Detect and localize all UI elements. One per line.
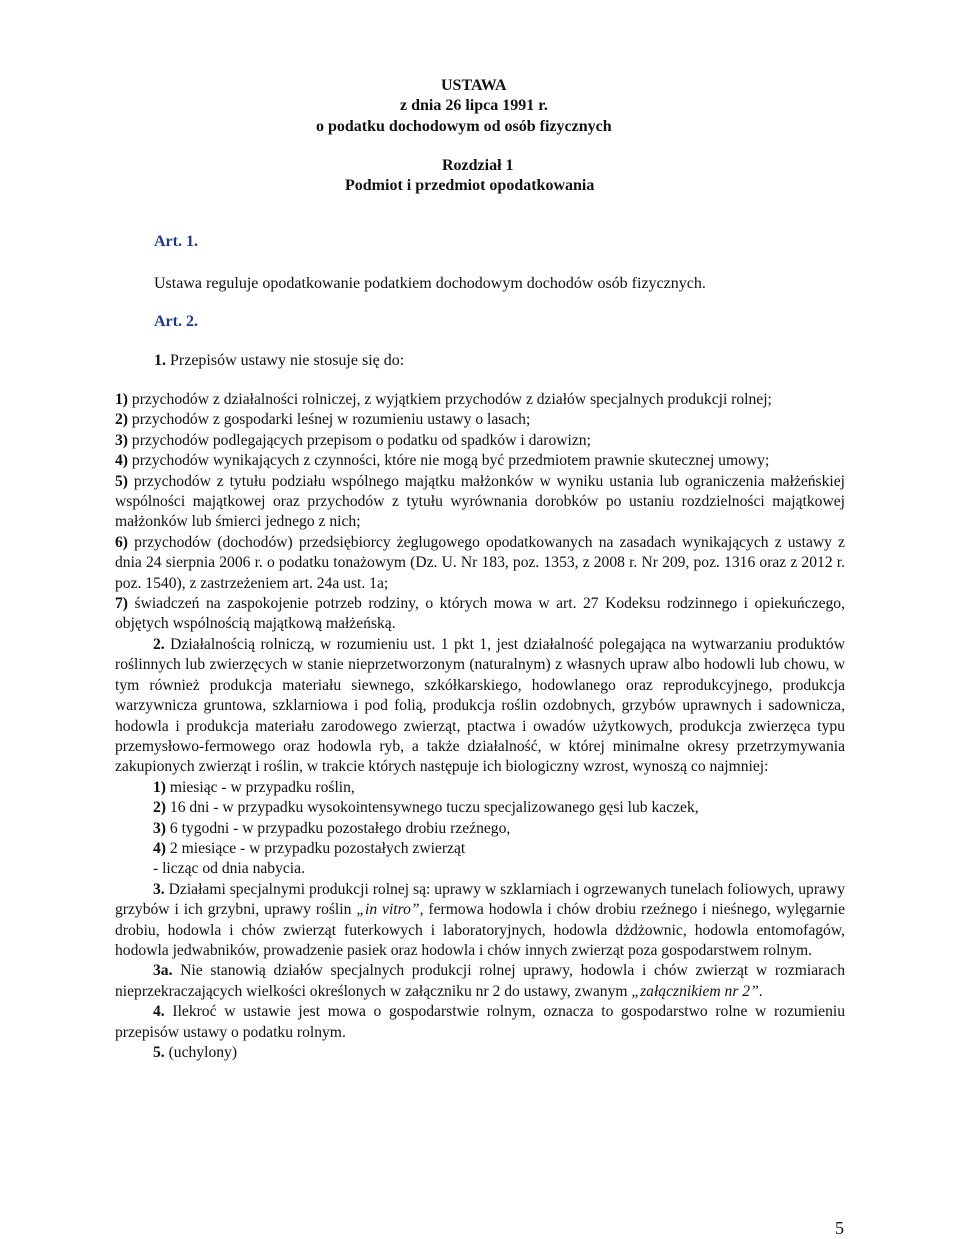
- para-text: (uchylony): [168, 1044, 238, 1061]
- article-1-text: Ustawa reguluje opodatkowanie podatkiem dochodowym dochodów osób fizycznych.: [154, 275, 706, 292]
- chapter-number: Rozdział 1: [442, 157, 514, 174]
- sub-item: [115, 778, 845, 798]
- item-text: przychodów z działalności rolniczej, z wyjątkiem przychodów z działów specjalnych produkcji rolnej;: [131, 391, 772, 408]
- para-text: , fermowa hodowla i chów drobiu rzeźnego i nieśnego, wylęgarnie drobiu, hodowla i chów zwierząt futerkowych i laboratoryjnych, hodowla dżdżownic, hodowla entomofagów, hodowla jedwabników, prowadzenie pasiek oraz hodowla i chów innych zwierząt poza gospodarstwem rolnym.: [115, 901, 845, 959]
- para-italic-text: „załącznikiem nr 2”: [631, 982, 759, 1000]
- list-item: [115, 451, 845, 471]
- item-number: 4): [153, 839, 166, 857]
- para-text: .: [758, 982, 763, 1000]
- sub-item: [115, 819, 845, 839]
- item-number: 2): [153, 799, 166, 817]
- item-text: przychodów wynikających z czynności, które nie mogą być przedmiotem prawnie skutecznej umowy;: [131, 452, 770, 470]
- para-italic-text: „in vitro”: [356, 901, 420, 919]
- item-text: przychodów z tytułu podziału wspólnego majątku małżonków w wyniku ustania lub ograniczenia małżeńskiej wspólności majątkowej oraz przychodów z tytułu wyrównania dorobków po ustaniu rozdzielności majątkowej małżonków lub śmierci jednego z nich;: [115, 472, 845, 531]
- item-number: 1): [153, 778, 166, 796]
- list-item: [115, 410, 845, 430]
- article-2-heading: Art. 2.: [154, 313, 198, 330]
- item-text: przychodów z gospodarki leśnej w rozumieniu ustawy o lasach;: [131, 411, 531, 429]
- list-item: [115, 594, 845, 635]
- item-text: świadczeń na zaspokojenie potrzeb rodziny, o których mowa w art. 27 Kodeksu rodzinnego i opiekuńczego, objętych wspólnością majątkową małżeńską.: [115, 595, 845, 633]
- para-number: 4.: [153, 1003, 165, 1021]
- para-text: Przepisów ustawy nie stosuje się do:: [170, 352, 405, 369]
- page-number: 5: [835, 1218, 844, 1238]
- item-number: 6): [115, 533, 128, 551]
- para-number: 2.: [153, 635, 165, 653]
- article-2-para-3a: [115, 961, 845, 1002]
- article-2-para-4: [115, 1002, 845, 1043]
- item-text: 6 tygodni - w przypadku pozostałego drobiu rzeźnego,: [169, 819, 511, 837]
- item-number: 7): [115, 595, 128, 613]
- article-2-para-1: [154, 351, 404, 371]
- para-text: Ilekroć w ustawie jest mowa o gospodarstwie rolnym, oznacza to gospodarstwo rolne w rozumieniu przepisów ustawy o podatku rolnym.: [115, 1003, 845, 1041]
- item-number: 3): [115, 431, 128, 449]
- sub-item: [115, 839, 845, 859]
- item-number: 4): [115, 452, 128, 470]
- list-item: [115, 431, 845, 451]
- item-number: 5): [115, 472, 128, 490]
- list-item: [115, 533, 845, 594]
- list-item: [115, 472, 845, 533]
- act-subject: o podatku dochodowym od osób fizycznych: [316, 118, 612, 135]
- item-text: przychodów podlegających przepisom o podatku od spadków i darowizn;: [131, 431, 591, 449]
- para-number: 3.: [153, 880, 165, 898]
- para-number: 1.: [154, 352, 166, 369]
- article-2-para-5: [115, 1043, 845, 1063]
- act-title: USTAWA: [441, 77, 507, 94]
- sub-item: [115, 798, 845, 818]
- item-text: 16 dni - w przypadku wysokointensywnego tuczu specjalizowanego gęsi lub kaczek,: [169, 799, 699, 817]
- item-text: 2 miesiące - w przypadku pozostałych zwierząt: [169, 839, 466, 857]
- article-2-para-2: [115, 635, 845, 778]
- para-text: Nie stanowią działów specjalnych produkcji rolnej uprawy, hodowla i chów zwierząt w rozmiarach nieprzekraczających wielkości określonych w załączniku nr 2 do ustawy, zwanym: [115, 962, 845, 1000]
- list-item: [115, 390, 845, 410]
- sub-item-tail: - licząc od dnia nabycia.: [153, 860, 305, 878]
- item-number: 3): [153, 819, 166, 837]
- para-text: Działami specjalnymi produkcji rolnej są: uprawy w szklarniach i ogrzewanych tunelach foliowych, uprawy grzybów i ich grzybni, uprawy roślin: [115, 880, 845, 919]
- para-text: Działalnością rolniczą, w rozumieniu ust. 1 pkt 1, jest działalność polegająca na wytwarzaniu produktów roślinnych lub zwierzęcych w stanie nieprzetworzonym (naturalnym) z własnych upraw albo hodowli lub chowu, w tym również produkcja materiału siewnego, szkółkarskiego, hodowlanego oraz reprodukcyjnego, produkcja warzywnicza gruntowa, szklarniowa i pod folią, produkcja roślin ozdobnych, grzybów uprawnych i sadownicza, hodowla i produkcja materiału zarodowego zwierząt, ptactwa i owadów użytkowych, produkcja zwierzęca typu przemysłowo-fermowego oraz hodowla ryb, a także działalność, w której minimalne okresy przetrzymywania zakupionych zwierząt i roślin, w trakcie których następuje ich biologiczny wzrost, wynoszą co najmniej:: [115, 635, 845, 776]
- para-number: 3a.: [153, 962, 173, 980]
- item-text: miesiąc - w przypadku roślin,: [169, 778, 355, 796]
- chapter-title: Podmiot i przedmiot opodatkowania: [345, 177, 595, 194]
- para-number: 5.: [153, 1044, 165, 1061]
- article-2-para-3: [115, 880, 845, 962]
- item-number: 2): [115, 411, 128, 429]
- item-number: 1): [115, 391, 128, 408]
- act-date: z dnia 26 lipca 1991 r.: [400, 97, 548, 114]
- item-text: przychodów (dochodów) przedsiębiorcy żeglugowego opodatkowanych na zasadach wynikających z ustawy z dnia 24 sierpnia 2006 r. o podatku tonażowym (Dz. U. Nr 183, poz. 1353, z 2008 r. Nr 209, poz. 1316 oraz z 2012 r. poz. 1540), z zastrzeżeniem art. 24a ust. 1a;: [115, 533, 845, 592]
- article-2-body: [115, 390, 845, 1063]
- article-1-heading: Art. 1.: [154, 233, 198, 250]
